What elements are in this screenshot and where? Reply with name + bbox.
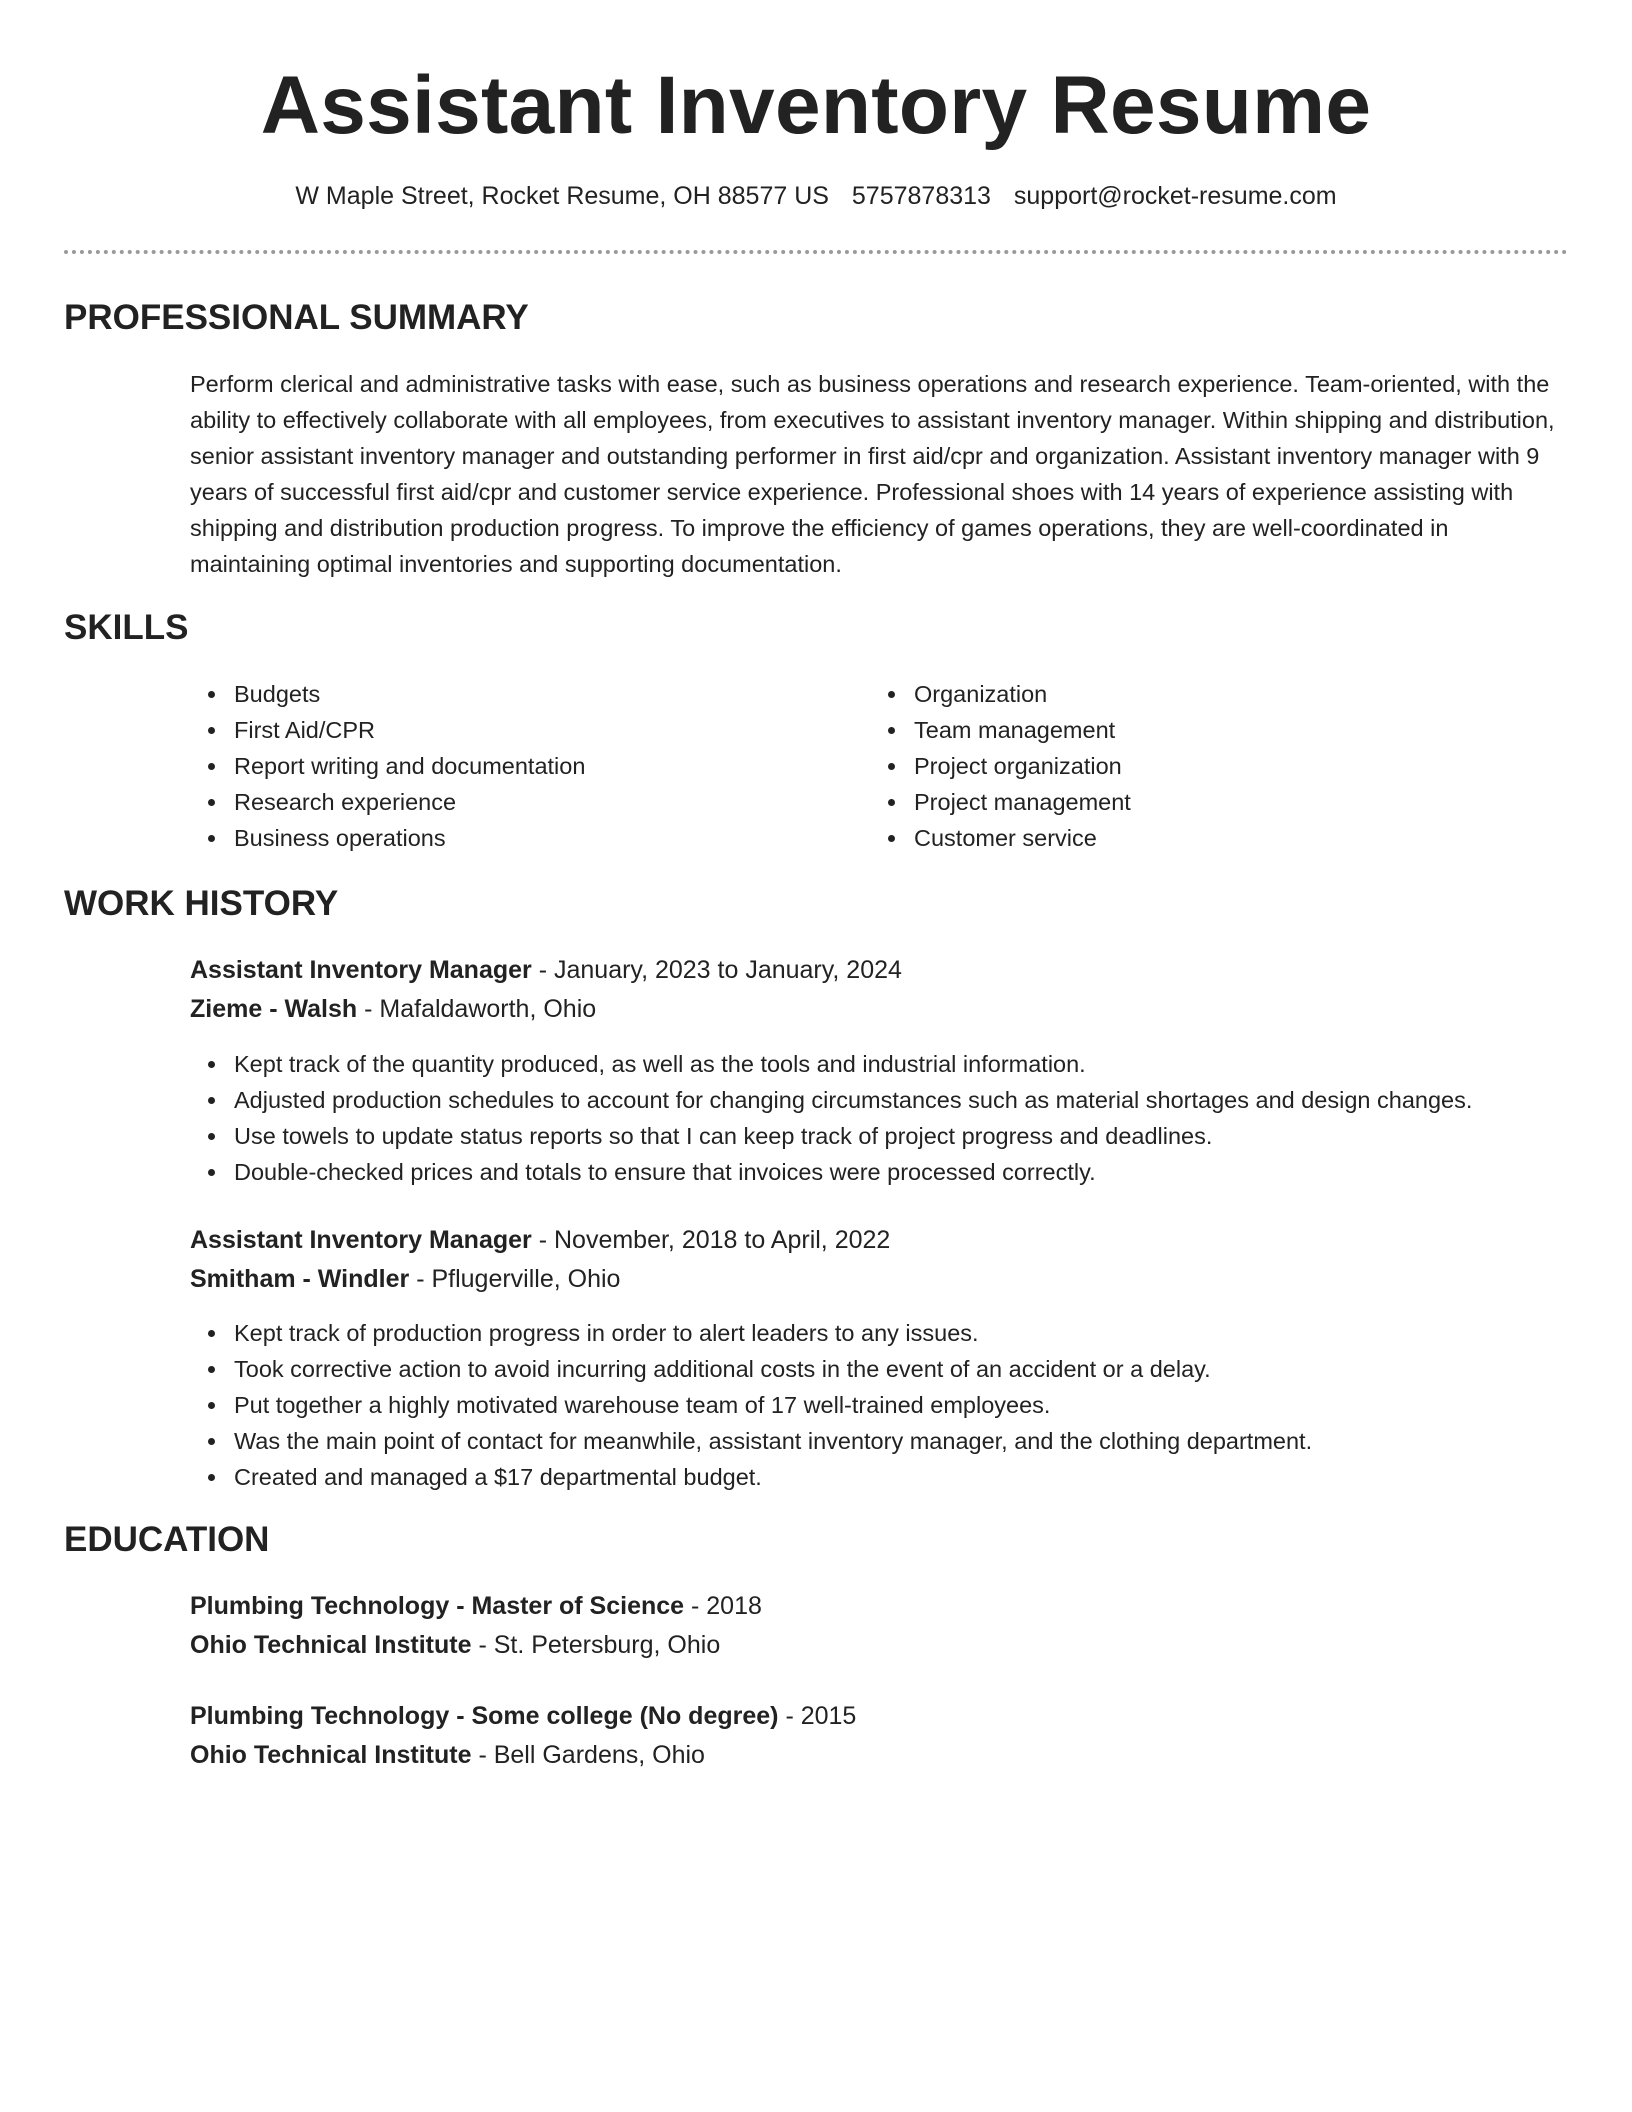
- job-location: - Mafaldaworth, Ohio: [357, 995, 597, 1023]
- job-company-line: [190, 1262, 620, 1296]
- skill-item: Team management: [870, 712, 1131, 748]
- job-bullet: Adjusted production schedules to account for changing circumstances such as material shortages and design changes.: [190, 1082, 1590, 1118]
- work-heading: WORK HISTORY: [64, 884, 339, 923]
- contact-email: support@rocket-resume.com: [1013, 182, 1337, 210]
- job-bullet: Double-checked prices and totals to ensure that invoices were processed correctly.: [190, 1154, 1590, 1190]
- education-degree-line: [190, 1589, 762, 1623]
- job-company-line: [190, 992, 596, 1026]
- job-role: Assistant Inventory Manager: [190, 1226, 532, 1254]
- skill-item: Project organization: [870, 748, 1131, 784]
- job-company: Zieme - Walsh: [190, 995, 358, 1023]
- education-degree: Plumbing Technology - Some college (No degree): [190, 1702, 779, 1730]
- education-school: Ohio Technical Institute: [190, 1741, 472, 1769]
- education-degree: Plumbing Technology - Master of Science: [190, 1592, 685, 1620]
- job-bullets: [190, 1315, 1590, 1495]
- skill-item: Business operations: [190, 820, 585, 856]
- education-location: - Bell Gardens, Ohio: [471, 1741, 705, 1769]
- job-dates: - November, 2018 to April, 2022: [531, 1226, 891, 1254]
- job-location: - Pflugerville, Ohio: [409, 1265, 621, 1293]
- job-bullets: [190, 1046, 1590, 1190]
- job-title-line: [190, 1223, 890, 1257]
- job-role: Assistant Inventory Manager: [190, 956, 532, 984]
- skill-item: Customer service: [870, 820, 1131, 856]
- education-school: Ohio Technical Institute: [190, 1631, 472, 1659]
- education-year: - 2015: [778, 1702, 857, 1730]
- education-year: - 2018: [684, 1592, 762, 1620]
- skill-item: Report writing and documentation: [190, 748, 585, 784]
- skill-item: Organization: [870, 676, 1131, 712]
- summary-text: Perform clerical and administrative tasks with ease, such as business operations and research experience. Team-oriented, with the ability to effectively collaborate with all employees, from executives to assistant inventory manager. Within shipping and distribution, senior assistant inventory manager and outstanding performer in first aid/cpr and organization. Assistant inventory manager with 9 years of successful first aid/cpr and customer service experience. Professional shoes with 14 years of experience assisting with shipping and distribution production progress. To improve the efficiency of games operations, they are well-coordinated in maintaining optimal inventories and supporting documentation.: [190, 371, 1555, 577]
- job-bullet: Put together a highly motivated warehouse team of 17 well-trained employees.: [190, 1387, 1590, 1423]
- contact-line: [64, 180, 1568, 212]
- job-bullet: Was the main point of contact for meanwhile, assistant inventory manager, and the clothing department.: [190, 1423, 1590, 1459]
- education-school-line: [190, 1738, 705, 1772]
- job-bullet: Kept track of the quantity produced, as well as the tools and industrial information.: [190, 1046, 1590, 1082]
- skill-item: Project management: [870, 784, 1131, 820]
- contact-address: W Maple Street, Rocket Resume, OH 88577 US: [295, 182, 829, 210]
- job-company: Smitham - Windler: [190, 1265, 410, 1293]
- skill-item: Research experience: [190, 784, 585, 820]
- job-bullet: Created and managed a $17 departmental budget.: [190, 1459, 1590, 1495]
- job-title-line: [190, 953, 902, 987]
- job-bullet: Took corrective action to avoid incurring additional costs in the event of an accident or a delay.: [190, 1351, 1590, 1387]
- skill-item: Budgets: [190, 676, 585, 712]
- skills-list-right: [870, 676, 1131, 856]
- header-divider: [64, 250, 1568, 254]
- skill-item: First Aid/CPR: [190, 712, 585, 748]
- job-dates: - January, 2023 to January, 2024: [531, 956, 902, 984]
- contact-phone: 5757878313: [851, 182, 991, 210]
- resume-title: Assistant Inventory Resume: [260, 60, 1372, 151]
- skills-heading: SKILLS: [64, 608, 189, 647]
- education-degree-line: [190, 1699, 856, 1733]
- summary-heading: PROFESSIONAL SUMMARY: [64, 298, 529, 337]
- education-location: - St. Petersburg, Ohio: [471, 1631, 721, 1659]
- job-bullet: Kept track of production progress in order to alert leaders to any issues.: [190, 1315, 1590, 1351]
- education-school-line: [190, 1628, 720, 1662]
- education-heading: EDUCATION: [64, 1520, 270, 1559]
- skills-list-left: [190, 676, 585, 856]
- job-bullet: Use towels to update status reports so that I can keep track of project progress and deadlines.: [190, 1118, 1590, 1154]
